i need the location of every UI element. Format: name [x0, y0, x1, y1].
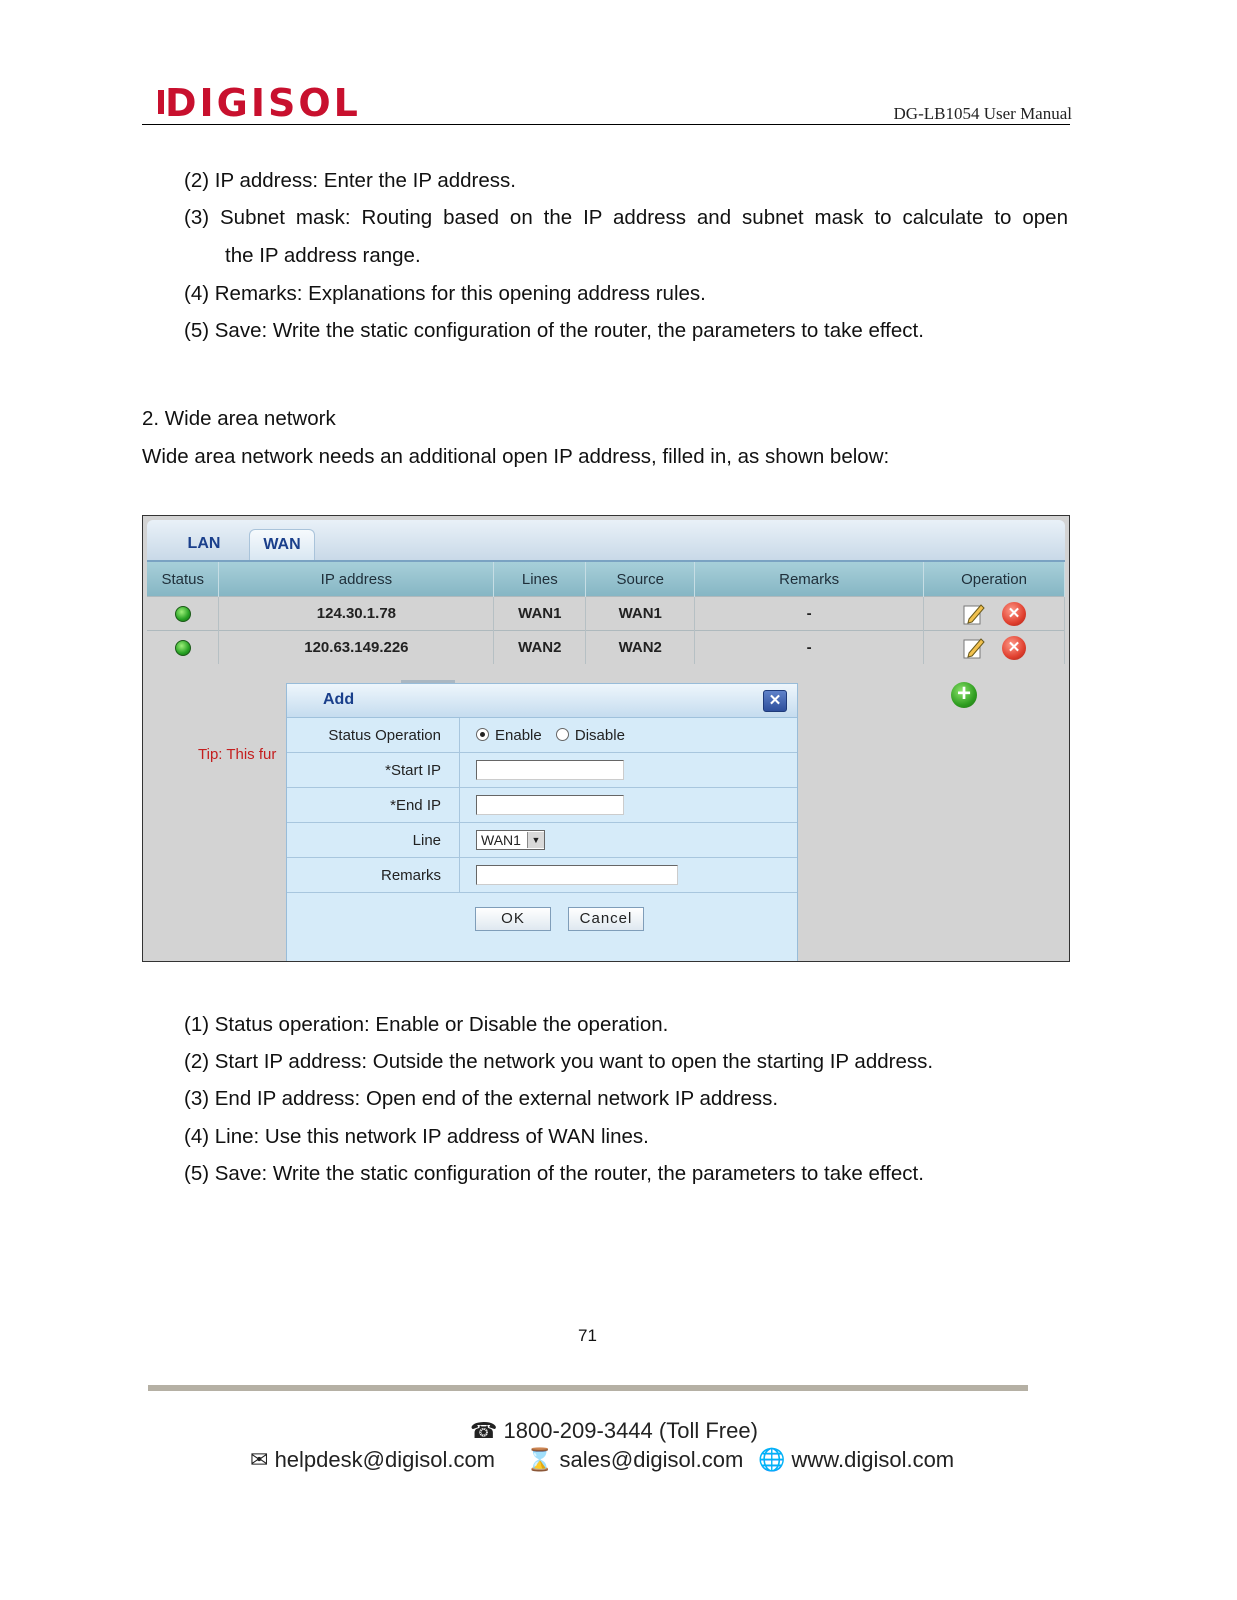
intro-item-2: (3) Subnet mask: Routing based on the IP address and subnet mask to calculate to open [184, 206, 1068, 229]
column-header-status: Status [147, 562, 219, 597]
enable-radio[interactable] [476, 728, 489, 741]
tab-bar [147, 520, 1065, 563]
intro-item-1: (2) IP address: Enter the IP address. [184, 169, 516, 192]
footer-divider [148, 1385, 1028, 1391]
start-ip-label: *Start IP [287, 753, 460, 788]
remarks-cell: - [695, 597, 924, 631]
delete-icon[interactable]: ✕ [1002, 636, 1026, 660]
dialog-title: Add [323, 691, 355, 708]
start-ip-input[interactable] [476, 760, 624, 780]
remarks-input[interactable] [476, 865, 678, 885]
column-header-remarks: Remarks [695, 562, 924, 597]
status-cell [147, 597, 219, 631]
line-select[interactable] [476, 830, 545, 850]
status-cell [147, 631, 219, 665]
phone-icon: ☎ [470, 1418, 498, 1443]
plus-icon[interactable]: + [951, 682, 977, 708]
wan-rules-table [147, 562, 1065, 664]
operation-cell [924, 631, 1065, 665]
manual-title: DG-LB1054 User Manual [893, 104, 1072, 123]
end-ip-input[interactable] [476, 795, 624, 815]
wan-config-screenshot [142, 515, 1070, 962]
tip-text: Tip: This fur [198, 746, 277, 763]
green-dot-icon [175, 606, 191, 622]
website-link[interactable]: www.digisol.com [791, 1447, 955, 1472]
explain-item-5: (5) Save: Write the static configuration of the router, the parameters to take effect. [184, 1162, 924, 1185]
section-description: Wide area network needs an additional open IP address, filled in, as shown below: [142, 445, 890, 468]
remarks-label: Remarks [287, 858, 460, 893]
ok-button[interactable]: OK [475, 907, 551, 931]
column-header-lines: Lines [494, 562, 586, 597]
pencil-icon[interactable] [962, 636, 986, 660]
helpdesk-email[interactable]: helpdesk@digisol.com [274, 1447, 496, 1472]
enable-radio-label: Enable [495, 726, 542, 744]
column-header-source: Source [586, 562, 695, 597]
line-label: Line [287, 823, 460, 858]
svg-text:DIGISOL: DIGISOL [165, 81, 361, 124]
green-dot-icon [175, 640, 191, 656]
lines-cell: WAN1 [494, 597, 586, 631]
add-form [287, 718, 797, 893]
status-operation-label: Status Operation [287, 718, 460, 753]
pencil-icon[interactable] [962, 602, 986, 626]
status-operation-field [460, 718, 798, 753]
table-row [147, 597, 1065, 631]
sales-email[interactable]: sales@digisol.com [559, 1447, 744, 1472]
page-number: 71 [578, 1326, 597, 1345]
chevron-down-icon[interactable]: ▼ [527, 832, 544, 848]
explain-item-3: (3) End IP address: Open end of the external network IP address. [184, 1087, 779, 1110]
intro-item-2-continued: the IP address range. [225, 244, 421, 267]
hourglass-icon: ⌛ [526, 1447, 554, 1472]
line-select-value: WAN1 [481, 832, 521, 848]
ip-cell: 124.30.1.78 [219, 597, 494, 631]
intro-item-3: (4) Remarks: Explanations for this opening address rules. [184, 282, 706, 305]
cancel-button[interactable]: Cancel [568, 907, 644, 931]
tab-lan[interactable]: LAN [187, 535, 221, 552]
phone-contact [470, 1418, 758, 1444]
column-header-operation: Operation [924, 562, 1065, 597]
operation-cell [924, 597, 1065, 631]
table-row [147, 631, 1065, 665]
column-header-ip: IP address [219, 562, 494, 597]
section-heading: 2. Wide area network [142, 407, 336, 430]
explain-item-1: (1) Status operation: Enable or Disable the operation. [184, 1013, 669, 1036]
end-ip-label: *End IP [287, 788, 460, 823]
phone-number: 1800-209-3444 (Toll Free) [503, 1418, 758, 1443]
explain-item-4: (4) Line: Use this network IP address of WAN lines. [184, 1125, 649, 1148]
table-header-row [147, 562, 1065, 597]
header-divider [142, 124, 1070, 125]
lines-cell: WAN2 [494, 631, 586, 665]
digisol-logo [155, 80, 405, 124]
helpdesk-contact [250, 1447, 495, 1473]
close-icon[interactable]: ✕ [763, 690, 787, 712]
source-cell: WAN2 [586, 631, 695, 665]
disable-radio[interactable] [556, 728, 569, 741]
tab-wan[interactable]: WAN [249, 529, 315, 560]
globe-icon: 🌐 [758, 1447, 786, 1472]
explain-item-2: (2) Start IP address: Outside the network you want to open the starting IP address. [184, 1050, 934, 1073]
website-contact [758, 1447, 954, 1473]
dialog-title-bar [287, 684, 797, 718]
ip-cell: 120.63.149.226 [219, 631, 494, 665]
source-cell: WAN1 [586, 597, 695, 631]
add-dialog [286, 683, 798, 962]
delete-icon[interactable]: ✕ [1002, 602, 1026, 626]
disable-radio-label: Disable [574, 726, 625, 744]
intro-item-4: (5) Save: Write the static configuration of the router, the parameters to take effect. [184, 319, 924, 342]
remarks-cell: - [695, 631, 924, 665]
sales-contact [526, 1447, 743, 1473]
mail-icon: ✉ [250, 1447, 269, 1472]
